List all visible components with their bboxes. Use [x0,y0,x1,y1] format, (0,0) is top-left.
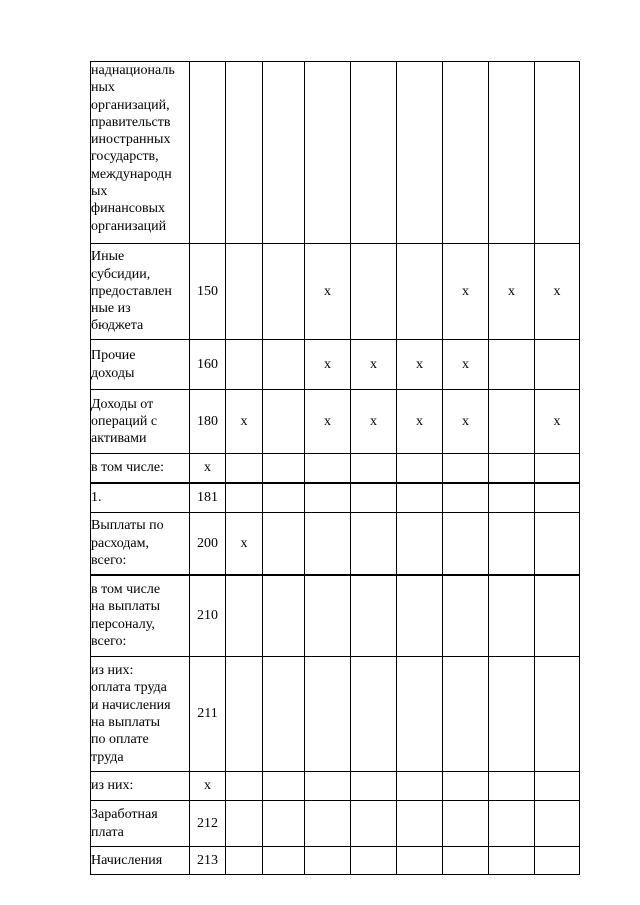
value-cell [263,657,305,772]
value-cell [351,657,397,772]
value-cell [443,657,489,772]
row-label: Доходы от операций с активами [91,390,190,454]
value-cell [263,62,305,244]
row-code: 200 [190,513,226,575]
value-cell [351,801,397,847]
value-cell [226,801,263,847]
value-cell [489,801,535,847]
value-cell [397,62,443,244]
value-cell [305,513,351,575]
value-cell [263,772,305,801]
row-code: x [190,772,226,801]
value-cell [351,847,397,875]
row-code [190,62,226,244]
value-cell [226,657,263,772]
row-code: 212 [190,801,226,847]
value-cell [535,513,580,575]
value-cell [226,340,263,390]
value-cell [263,575,305,657]
value-cell [226,62,263,244]
table-row [91,513,580,575]
value-cell: x [443,390,489,454]
row-label: Заработная плата [91,801,190,847]
value-cell [535,772,580,801]
table-row [91,62,580,244]
value-cell [397,483,443,513]
row-label: 1. [91,483,190,513]
value-cell [489,575,535,657]
row-label: из них: [91,772,190,801]
value-cell [443,575,489,657]
value-cell [535,847,580,875]
value-cell [305,657,351,772]
row-code: 181 [190,483,226,513]
table-row [91,801,580,847]
value-cell [443,454,489,483]
value-cell [305,454,351,483]
value-cell [397,772,443,801]
value-cell [397,575,443,657]
row-code: 180 [190,390,226,454]
value-cell [443,847,489,875]
row-code: 210 [190,575,226,657]
value-cell: x [351,340,397,390]
value-cell [489,454,535,483]
value-cell [305,483,351,513]
value-cell [489,847,535,875]
value-cell [489,657,535,772]
value-cell: x [535,244,580,340]
value-cell: x [305,244,351,340]
value-cell [351,575,397,657]
value-cell [263,801,305,847]
value-cell [397,657,443,772]
value-cell [397,513,443,575]
row-label: Выплаты по расходам, всего: [91,513,190,575]
value-cell [351,513,397,575]
value-cell [535,483,580,513]
value-cell: x [443,340,489,390]
row-label: из них: оплата труда и начисления на выплаты по оплате труда [91,657,190,772]
value-cell [305,772,351,801]
value-cell [263,244,305,340]
value-cell [305,62,351,244]
value-cell: x [226,513,263,575]
value-cell: x [397,340,443,390]
value-cell [397,847,443,875]
value-cell [351,483,397,513]
value-cell [535,801,580,847]
value-cell: x [535,390,580,454]
table-row [91,847,580,875]
table-row [91,575,580,657]
value-cell [226,847,263,875]
value-cell [263,483,305,513]
table-row [91,340,580,390]
value-cell: x [305,390,351,454]
value-cell [535,62,580,244]
value-cell [305,847,351,875]
value-cell [226,244,263,340]
value-cell [443,513,489,575]
value-cell [226,772,263,801]
value-cell [263,340,305,390]
value-cell: x [226,390,263,454]
value-cell: x [305,340,351,390]
value-cell [263,513,305,575]
row-code: x [190,454,226,483]
value-cell: x [443,244,489,340]
row-code: 150 [190,244,226,340]
value-cell [443,483,489,513]
row-label: Иные субсидии, предоставлен ные из бюджета [91,244,190,340]
value-cell [489,513,535,575]
value-cell [443,801,489,847]
row-code: 213 [190,847,226,875]
value-cell [397,454,443,483]
value-cell: x [351,390,397,454]
value-cell [443,62,489,244]
table-row [91,390,580,454]
value-cell [263,454,305,483]
value-cell [397,801,443,847]
value-cell [226,454,263,483]
row-label: Прочие доходы [91,340,190,390]
value-cell: x [489,244,535,340]
row-code: 211 [190,657,226,772]
value-cell [305,801,351,847]
value-cell [263,847,305,875]
table-row [91,657,580,772]
value-cell [263,390,305,454]
value-cell [489,62,535,244]
value-cell [226,483,263,513]
table-row [91,244,580,340]
value-cell [535,454,580,483]
value-cell [489,340,535,390]
value-cell [489,483,535,513]
budget-table [90,61,580,875]
value-cell [351,772,397,801]
value-cell [535,340,580,390]
row-label: наднациональ ных организаций, правительств иностранных государств, международн ых финансовых организаций [91,62,190,244]
row-label: Начисления [91,847,190,875]
table-body [91,62,580,875]
value-cell [535,657,580,772]
row-label: в том числе на выплаты персоналу, всего: [91,575,190,657]
table-row [91,454,580,483]
value-cell [489,390,535,454]
table-row [91,772,580,801]
value-cell [351,62,397,244]
row-label: в том числе: [91,454,190,483]
value-cell [443,772,489,801]
value-cell [305,575,351,657]
value-cell [397,244,443,340]
value-cell [351,244,397,340]
value-cell: x [397,390,443,454]
value-cell [226,575,263,657]
table-row [91,483,580,513]
value-cell [535,575,580,657]
value-cell [489,772,535,801]
value-cell [351,454,397,483]
row-code: 160 [190,340,226,390]
